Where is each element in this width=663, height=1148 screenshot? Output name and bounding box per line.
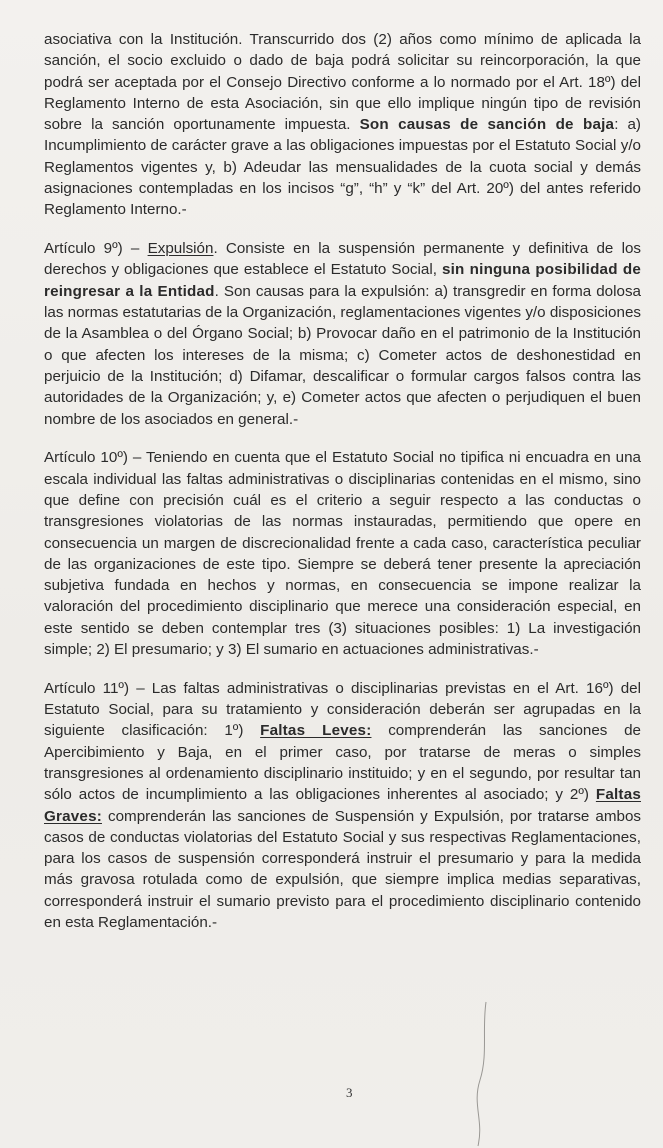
bold-text: sin ninguna posibilidad de reingresar a la Entidad: [44, 261, 641, 300]
text-segment: Artículo 11º) – Las faltas administrativas o disciplinarias previstas en el Art. 16º) del Estatuto Social, para su tratamiento y consideración deberán ser agrupadas en la siguiente clasificación: 1º): [44, 679, 641, 740]
text-segment: . Consiste en la suspensión permanente y definitiva de los derechos y obligaciones que establece el Estatuto Social,: [44, 240, 641, 279]
text-segment: Artículo 10º) – Teniendo en cuenta que el Estatuto Social no tipifica ni encuadra en una escala individual las faltas administrativas o disciplinarias contenidas en el mismo, sino que define con precisión cuál es el criterio a seguir respecto a las conductas o transgresiones violatorias de las normas instauradas, permitiendo que opere en consecuencia un margen de discrecionalidad frente a cada caso, característica peculiar de las organizaciones de este tipo. Siempre se deberá tener presente la apreciación subjetiva fundada en hechos y normas, en consecuencia se impone realizar la valoración del procedimiento disciplinario que merece una consideración especial, en este sentido se deben contemplar tres (3) situaciones posibles: 1) La investigación simple; 2) El presumario; y 3) El sumario en actuaciones administrativas.-: [44, 449, 641, 659]
page-number: 3: [346, 1085, 353, 1100]
text-segment: comprenderán las sanciones de Suspensión y Expulsión, por tratarse ambos casos de conductas violatorias del Estatuto Social y sus respectivas Reglamentaciones, para los casos de suspensión corresponderá instruir el presumario y para la medida más gravosa rotulada como de expulsión, que siempre implica medias separativas, corresponderá instruir el sumario previsto para el procedimiento disciplinario contenido en esta Reglamentación.-: [44, 807, 641, 932]
text-segment: . Son causas para la expulsión: a) transgredir en forma dolosa las normas estatutarias de la Organización, reglamentaciones vigentes y/o disposiciones de la Asamblea o del Órgano Social; b) Provocar daño en el patrimonio de la Institución o que afecten los intereses de la misma; c) Cometer actos de deshonestidad en perjuicio de la Institución; d) Difamar, descalificar o formular cargos falsos contra las autoridades de la Organización; y, e) Cometer actos que afecten o perjudiquen el buen nombre de los asociados en general.-: [44, 282, 641, 428]
text-segment: asociativa con la Institución. Transcurrido dos (2) años como mínimo de aplicada la sanción, el socio excluido o dado de baja podrá solicitar su reincorporación, la que podrá ser aceptada por el Consejo Directivo conforme a lo normado por el Art. 18º) del Reglamento Interno de esta Asociación, sin que ello implique ningún tipo de revisión sobre la sanción oportunamente impuesta.: [44, 31, 641, 134]
bold-underlined-term: Faltas Graves:: [44, 786, 641, 825]
pen-mark: [468, 1000, 498, 1148]
underlined-term: Expulsión: [147, 240, 214, 258]
paragraph-article-9: [44, 238, 641, 430]
text-segment: : a) Incumplimiento de carácter grave a las obligaciones impuestas por el Estatuto Social y/o Reglamentos vigentes y, b) Adeudar las mensualidades de la cuota social y demás asignaciones contempladas en los incisos “g”, “h” y “k” del Art. 20º) del antes referido Reglamento Interno.-: [44, 116, 641, 219]
text-segment: comprenderán las sanciones de Apercibimiento y Baja, en el primer caso, por tratarse de meras o simples transgresiones al ordenamiento disciplinario instituido; y en el segundo, por resultar tan sólo actos de incumplimiento a las obligaciones inherentes al asociado; y 2º): [44, 722, 641, 804]
paragraph-article-10: [44, 447, 641, 660]
article-heading: Artículo 9º) –: [44, 240, 148, 258]
bold-text: Son causas de sanción de baja: [359, 116, 615, 134]
bold-underlined-term: Faltas Leves:: [260, 722, 372, 740]
document-body: [44, 29, 641, 951]
paragraph-continuation: [44, 29, 641, 221]
paragraph-article-11: [44, 678, 641, 934]
